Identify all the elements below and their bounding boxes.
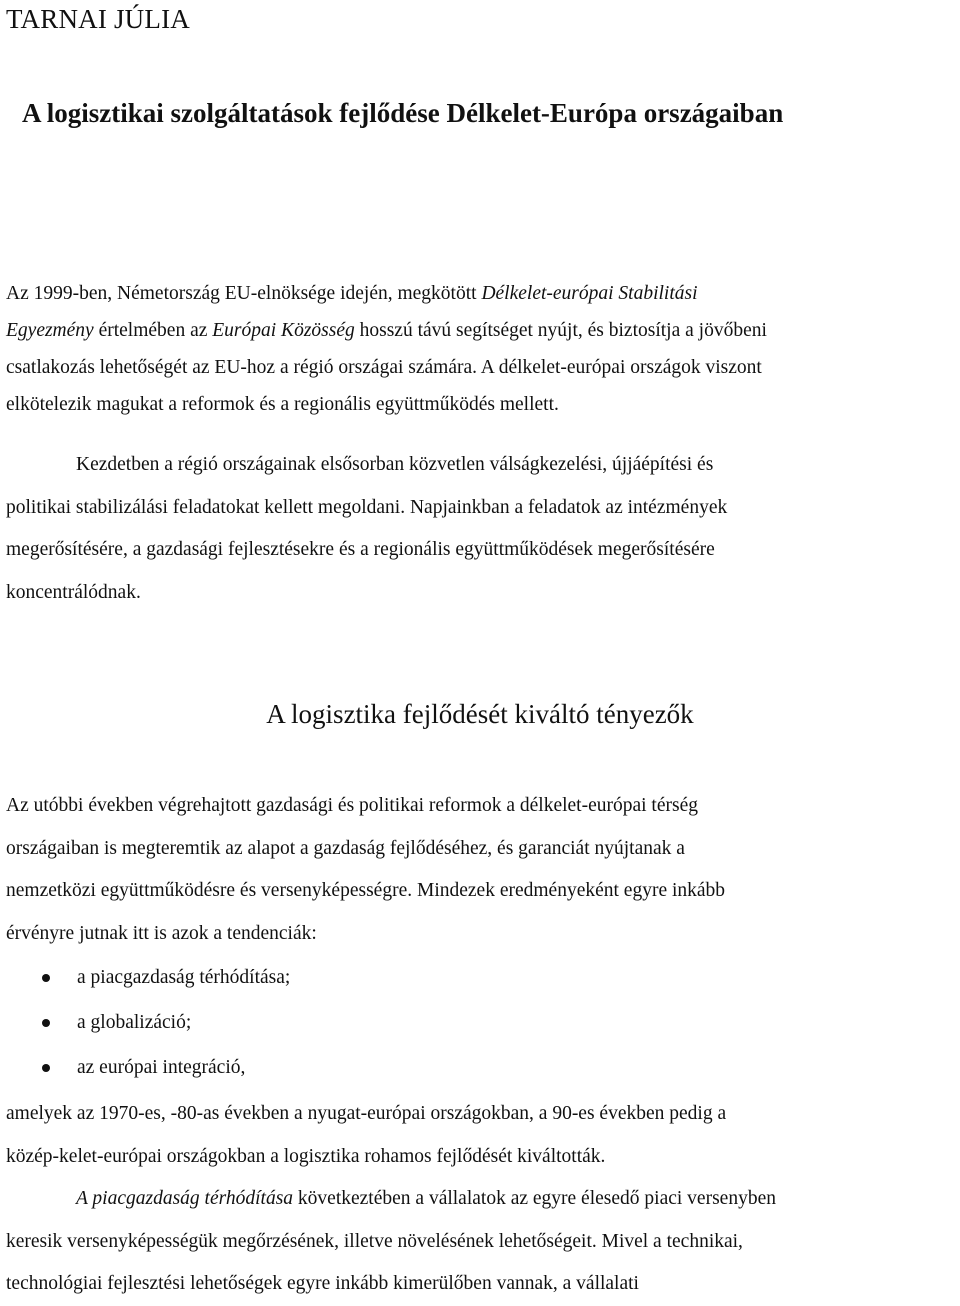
- text-run: Az 1999-ben, Németország EU-elnöksége idején, megkötött: [6, 283, 482, 304]
- author-name: TARNAI JÚLIA: [6, 4, 190, 34]
- italic-term: Európai Közösség: [212, 320, 355, 341]
- list-item: [6, 1045, 956, 1090]
- text-line: [6, 275, 956, 312]
- text-line: keresik versenyképességük megőrzésének, illetve növelésének lehetőségeit. Mivel a technikai,: [6, 1230, 743, 1252]
- intro-paragraph: [6, 275, 956, 423]
- text-line: megerősítésére, a gazdasági fejlesztésekre és a regionális együttműködések megerősítésére: [6, 539, 715, 560]
- text-line: politikai stabilizálási feladatokat kellett megoldani. Napjainkban a feladatok az intézmények: [6, 496, 728, 518]
- bullet-icon: [42, 1064, 50, 1072]
- section-heading: A logisztika fejlődését kiváltó tényezők: [266, 699, 694, 729]
- text-run: következtében a vállalatok az egyre élesedő piaci versenyben: [293, 1188, 776, 1209]
- text-line: [6, 1178, 956, 1221]
- second-paragraph: [6, 444, 956, 614]
- text-line: nemzetközi együttműködésre és versenyképességre. Mindezek eredményeként egyre inkább: [6, 880, 726, 901]
- document-title: A logisztikai szolgáltatások fejlődése Délkelet-Európa országaiban: [22, 98, 784, 128]
- text-line: közép-kelet-európai országokban a logisztika rohamos fejlődését kiváltották.: [6, 1145, 606, 1167]
- text-run: hosszú távú segítséget nyújt, és biztosítja a jövőbeni: [354, 320, 767, 341]
- text-line: országaiban is megteremtik az alapot a gazdaság fejlődéséhez, és garanciát nyújtanak a: [6, 837, 685, 859]
- text-line: érvényre jutnak itt is azok a tendenciák:: [6, 922, 317, 944]
- list-item: [6, 955, 956, 1000]
- text-line: amelyek az 1970-es, -80-as években a nyugat-európai országokban, a 90-es években pedig a: [6, 1103, 727, 1124]
- text-line: Kezdetben a régió országainak elsősorban közvetlen válságkezelési, újjáépítési és: [76, 454, 714, 475]
- bullet-icon: [42, 1019, 50, 1027]
- fourth-paragraph: [6, 1093, 956, 1306]
- text-line: csatlakozás lehetőségét az EU-hoz a régió országai számára. A délkelet-európai országok viszont: [6, 357, 762, 378]
- tendencies-list: [6, 955, 956, 1090]
- list-item: [6, 1000, 956, 1045]
- text-line: technológiai fejlesztési lehetőségek egyre inkább kimerülőben vannak, a vállalati: [6, 1273, 639, 1294]
- list-item-text: az európai integráció,: [77, 1057, 246, 1078]
- text-line: [6, 312, 956, 349]
- italic-term: Délkelet-európai Stabilitási: [481, 283, 698, 304]
- bullet-icon: [42, 974, 50, 982]
- text-run: értelmében az: [93, 320, 213, 341]
- text-line: elkötelezik magukat a reformok és a regionális együttműködés mellett.: [6, 394, 559, 415]
- text-line: koncentrálódnak.: [6, 581, 141, 603]
- text-line: Az utóbbi években végrehajtott gazdasági és politikai reformok a délkelet-európai térség: [6, 795, 698, 816]
- list-item-text: a piacgazdaság térhódítása;: [77, 967, 291, 988]
- italic-term: Egyezmény: [6, 320, 94, 341]
- list-item-text: a globalizáció;: [77, 1012, 192, 1033]
- italic-term: A piacgazdaság térhódítása: [76, 1188, 294, 1209]
- third-paragraph: [6, 785, 956, 955]
